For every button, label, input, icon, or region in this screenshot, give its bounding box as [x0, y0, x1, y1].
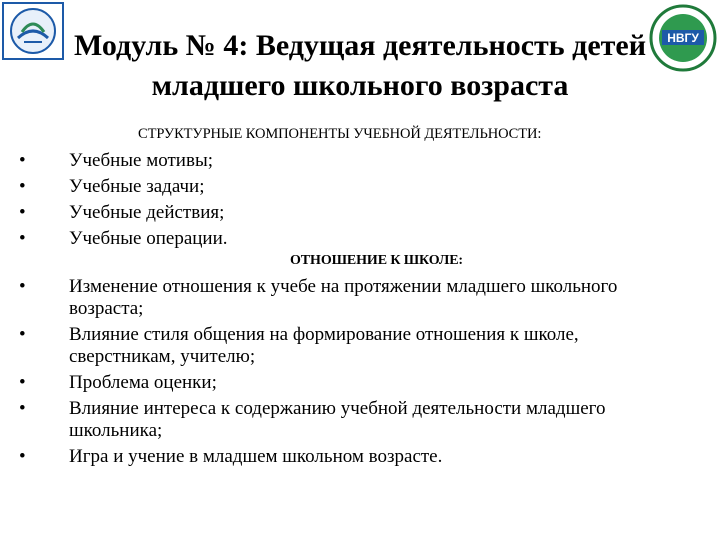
components-list — [0, 150, 679, 254]
list-item: • Учебные операции. — [19, 228, 228, 249]
logo-right-text: НВГУ — [667, 31, 699, 45]
attitude-list — [0, 276, 679, 472]
list-item: • Проблема оценки; — [19, 372, 217, 393]
list-item: • Игра и учение в младшем школьном возрасте. — [19, 446, 443, 467]
list-item: • Влияние интереса к содержанию учебной деятельности младшего школьника; — [19, 398, 606, 441]
title-line-2: младшего школьного возраста — [151, 69, 569, 102]
list-item: • Влияние стиля общения на формирование отношения к школе, сверстникам, учителю; — [19, 324, 579, 367]
list-item: • Изменение отношения к учебе на протяжении младшего школьного возраста; — [19, 276, 618, 319]
slide-title — [40, 26, 680, 106]
title-line-1: Модуль № 4: Ведущая деятельность детей — [74, 29, 646, 62]
list-item: • Учебные действия; — [19, 202, 225, 223]
section-heading-attitude: ОТНОШЕНИЕ К ШКОЛЕ: — [290, 253, 463, 268]
list-item: • Учебные задачи; — [19, 176, 205, 197]
list-item: • Учебные мотивы; — [19, 150, 213, 171]
section-heading-components: СТРУКТУРНЫЕ КОМПОНЕНТЫ УЧЕБНОЙ ДЕЯТЕЛЬНОСТИ: — [138, 126, 542, 142]
